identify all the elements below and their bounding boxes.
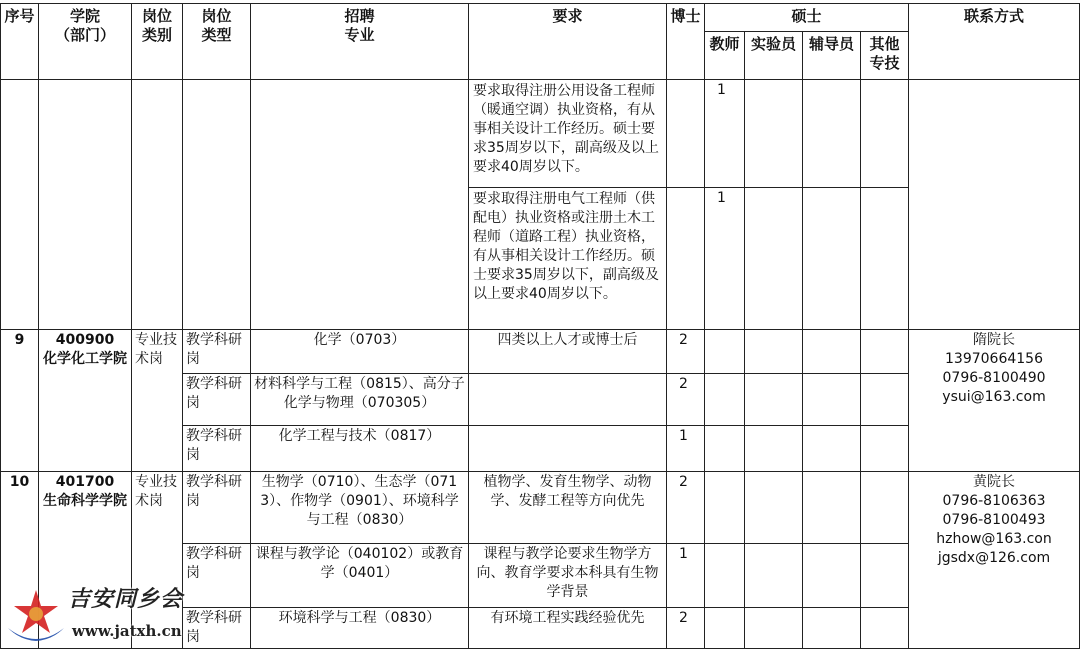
- header-master-teacher: 教师: [705, 32, 745, 80]
- master-other-cell: [861, 374, 909, 426]
- contact-cell: 黄院长 0796-8106363 0796-8100493 hzhow@163.con jgsdx@126.com: [909, 472, 1080, 649]
- master-lab-cell: [745, 374, 803, 426]
- type-cell: [183, 80, 251, 330]
- seq-cell: 9: [1, 330, 39, 472]
- master-counselor-cell: [803, 544, 861, 608]
- header-requirements: 要求: [469, 4, 667, 80]
- table-row: [1, 330, 1080, 374]
- master-counselor-cell: [803, 330, 861, 374]
- master-lab-cell: [745, 426, 803, 472]
- major-cell: 化学工程与技术（0817）: [251, 426, 469, 472]
- seq-cell: 10: [1, 472, 39, 649]
- table-row: [1, 472, 1080, 544]
- master-counselor-cell: [803, 80, 861, 188]
- master-lab-cell: [745, 330, 803, 374]
- master-lab-cell: [745, 544, 803, 608]
- recruitment-table: [0, 3, 1080, 649]
- seq-cell: [1, 80, 39, 330]
- category-cell: 专业技术岗: [132, 330, 183, 472]
- major-cell: 课程与教学论（040102）或教育学（0401）: [251, 544, 469, 608]
- header-master-lab: 实验员: [745, 32, 803, 80]
- master-other-cell: [861, 472, 909, 544]
- header-row: [1, 4, 1080, 32]
- master-lab-cell: [745, 608, 803, 649]
- phd-cell: [667, 80, 705, 188]
- master-other-cell: [861, 426, 909, 472]
- requirement-cell: [469, 374, 667, 426]
- header-major: 招聘 专业: [251, 4, 469, 80]
- master-other-cell: [861, 544, 909, 608]
- master-other-cell: [861, 80, 909, 188]
- phd-cell: 2: [667, 608, 705, 649]
- master-teacher-cell: [705, 330, 745, 374]
- header-college: 学院 （部门）: [39, 4, 132, 80]
- contact-cell: 隋院长 13970664156 0796-8100490 ysui@163.com: [909, 330, 1080, 472]
- master-teacher-cell: [705, 426, 745, 472]
- master-teacher-cell: [705, 608, 745, 649]
- master-lab-cell: [745, 80, 803, 188]
- master-counselor-cell: [803, 374, 861, 426]
- jatxh-logo-icon: [4, 584, 68, 650]
- header-seq: 序号: [1, 4, 39, 80]
- requirement-cell: 要求取得注册电气工程师（供配电）执业资格或注册土木工程师（道路工程）执业资格，有从事相关设计工作经历。硕士要求35周岁以下，副高级及以上要求40周岁以下。: [469, 188, 667, 330]
- type-cell: 教学科研岗: [183, 472, 251, 544]
- master-lab-cell: [745, 472, 803, 544]
- watermark-logo: [4, 580, 234, 652]
- master-other-cell: [861, 608, 909, 649]
- major-cell: 化学（0703）: [251, 330, 469, 374]
- type-cell: 教学科研岗: [183, 426, 251, 472]
- requirement-cell: 课程与教学论要求生物学方向、教育学要求本科具有生物学背景: [469, 544, 667, 608]
- phd-cell: 2: [667, 374, 705, 426]
- header-phd: 博士: [667, 4, 705, 80]
- category-cell: 专业技术岗: [132, 472, 183, 649]
- college-cell: 400900 化学化工学院: [39, 330, 132, 472]
- major-cell: 生物学（0710）、生态学（0713）、作物学（0901）、环境科学与工程（0830）: [251, 472, 469, 544]
- master-counselor-cell: [803, 188, 861, 330]
- requirement-cell: 四类以上人才或博士后: [469, 330, 667, 374]
- master-teacher-cell: 1: [705, 80, 745, 188]
- header-position-type: 岗位 类型: [183, 4, 251, 80]
- type-cell: 教学科研岗: [183, 544, 251, 608]
- watermark-url: www.jatxh.cn: [72, 622, 182, 640]
- type-cell: 教学科研岗: [183, 608, 251, 649]
- table-row: [1, 80, 1080, 188]
- major-cell: 环境科学与工程（0830）: [251, 608, 469, 649]
- requirement-cell: [469, 426, 667, 472]
- major-cell: 材料科学与工程（0815）、高分子化学与物理（070305）: [251, 374, 469, 426]
- header-master-other: 其他 专技: [861, 32, 909, 80]
- phd-cell: 2: [667, 330, 705, 374]
- master-counselor-cell: [803, 426, 861, 472]
- phd-cell: 1: [667, 426, 705, 472]
- master-lab-cell: [745, 188, 803, 330]
- type-cell: 教学科研岗: [183, 374, 251, 426]
- phd-cell: [667, 188, 705, 330]
- header-contact: 联系方式: [909, 4, 1080, 80]
- phd-cell: 2: [667, 472, 705, 544]
- master-other-cell: [861, 188, 909, 330]
- watermark-brand: 吉安同乡会: [68, 586, 184, 612]
- phd-cell: 1: [667, 544, 705, 608]
- contact-cell: [909, 80, 1080, 330]
- type-cell: 教学科研岗: [183, 330, 251, 374]
- category-cell: [132, 80, 183, 330]
- master-teacher-cell: [705, 472, 745, 544]
- requirement-cell: 植物学、发育生物学、动物学、发酵工程等方向优先: [469, 472, 667, 544]
- major-cell: [251, 80, 469, 330]
- college-cell: 401700 生命科学学院: [39, 472, 132, 649]
- header-position-category: 岗位 类别: [132, 4, 183, 80]
- master-teacher-cell: 1: [705, 188, 745, 330]
- header-master-counselor: 辅导员: [803, 32, 861, 80]
- requirement-cell: 要求取得注册公用设备工程师（暖通空调）执业资格，有从事相关设计工作经历。硕士要求35周岁以下，副高级及以上要求40周岁以下。: [469, 80, 667, 188]
- requirement-cell: 有环境工程实践经验优先: [469, 608, 667, 649]
- master-teacher-cell: [705, 374, 745, 426]
- master-counselor-cell: [803, 608, 861, 649]
- master-counselor-cell: [803, 472, 861, 544]
- master-teacher-cell: [705, 544, 745, 608]
- header-master: 硕士: [705, 4, 909, 32]
- master-other-cell: [861, 330, 909, 374]
- college-cell: [39, 80, 132, 330]
